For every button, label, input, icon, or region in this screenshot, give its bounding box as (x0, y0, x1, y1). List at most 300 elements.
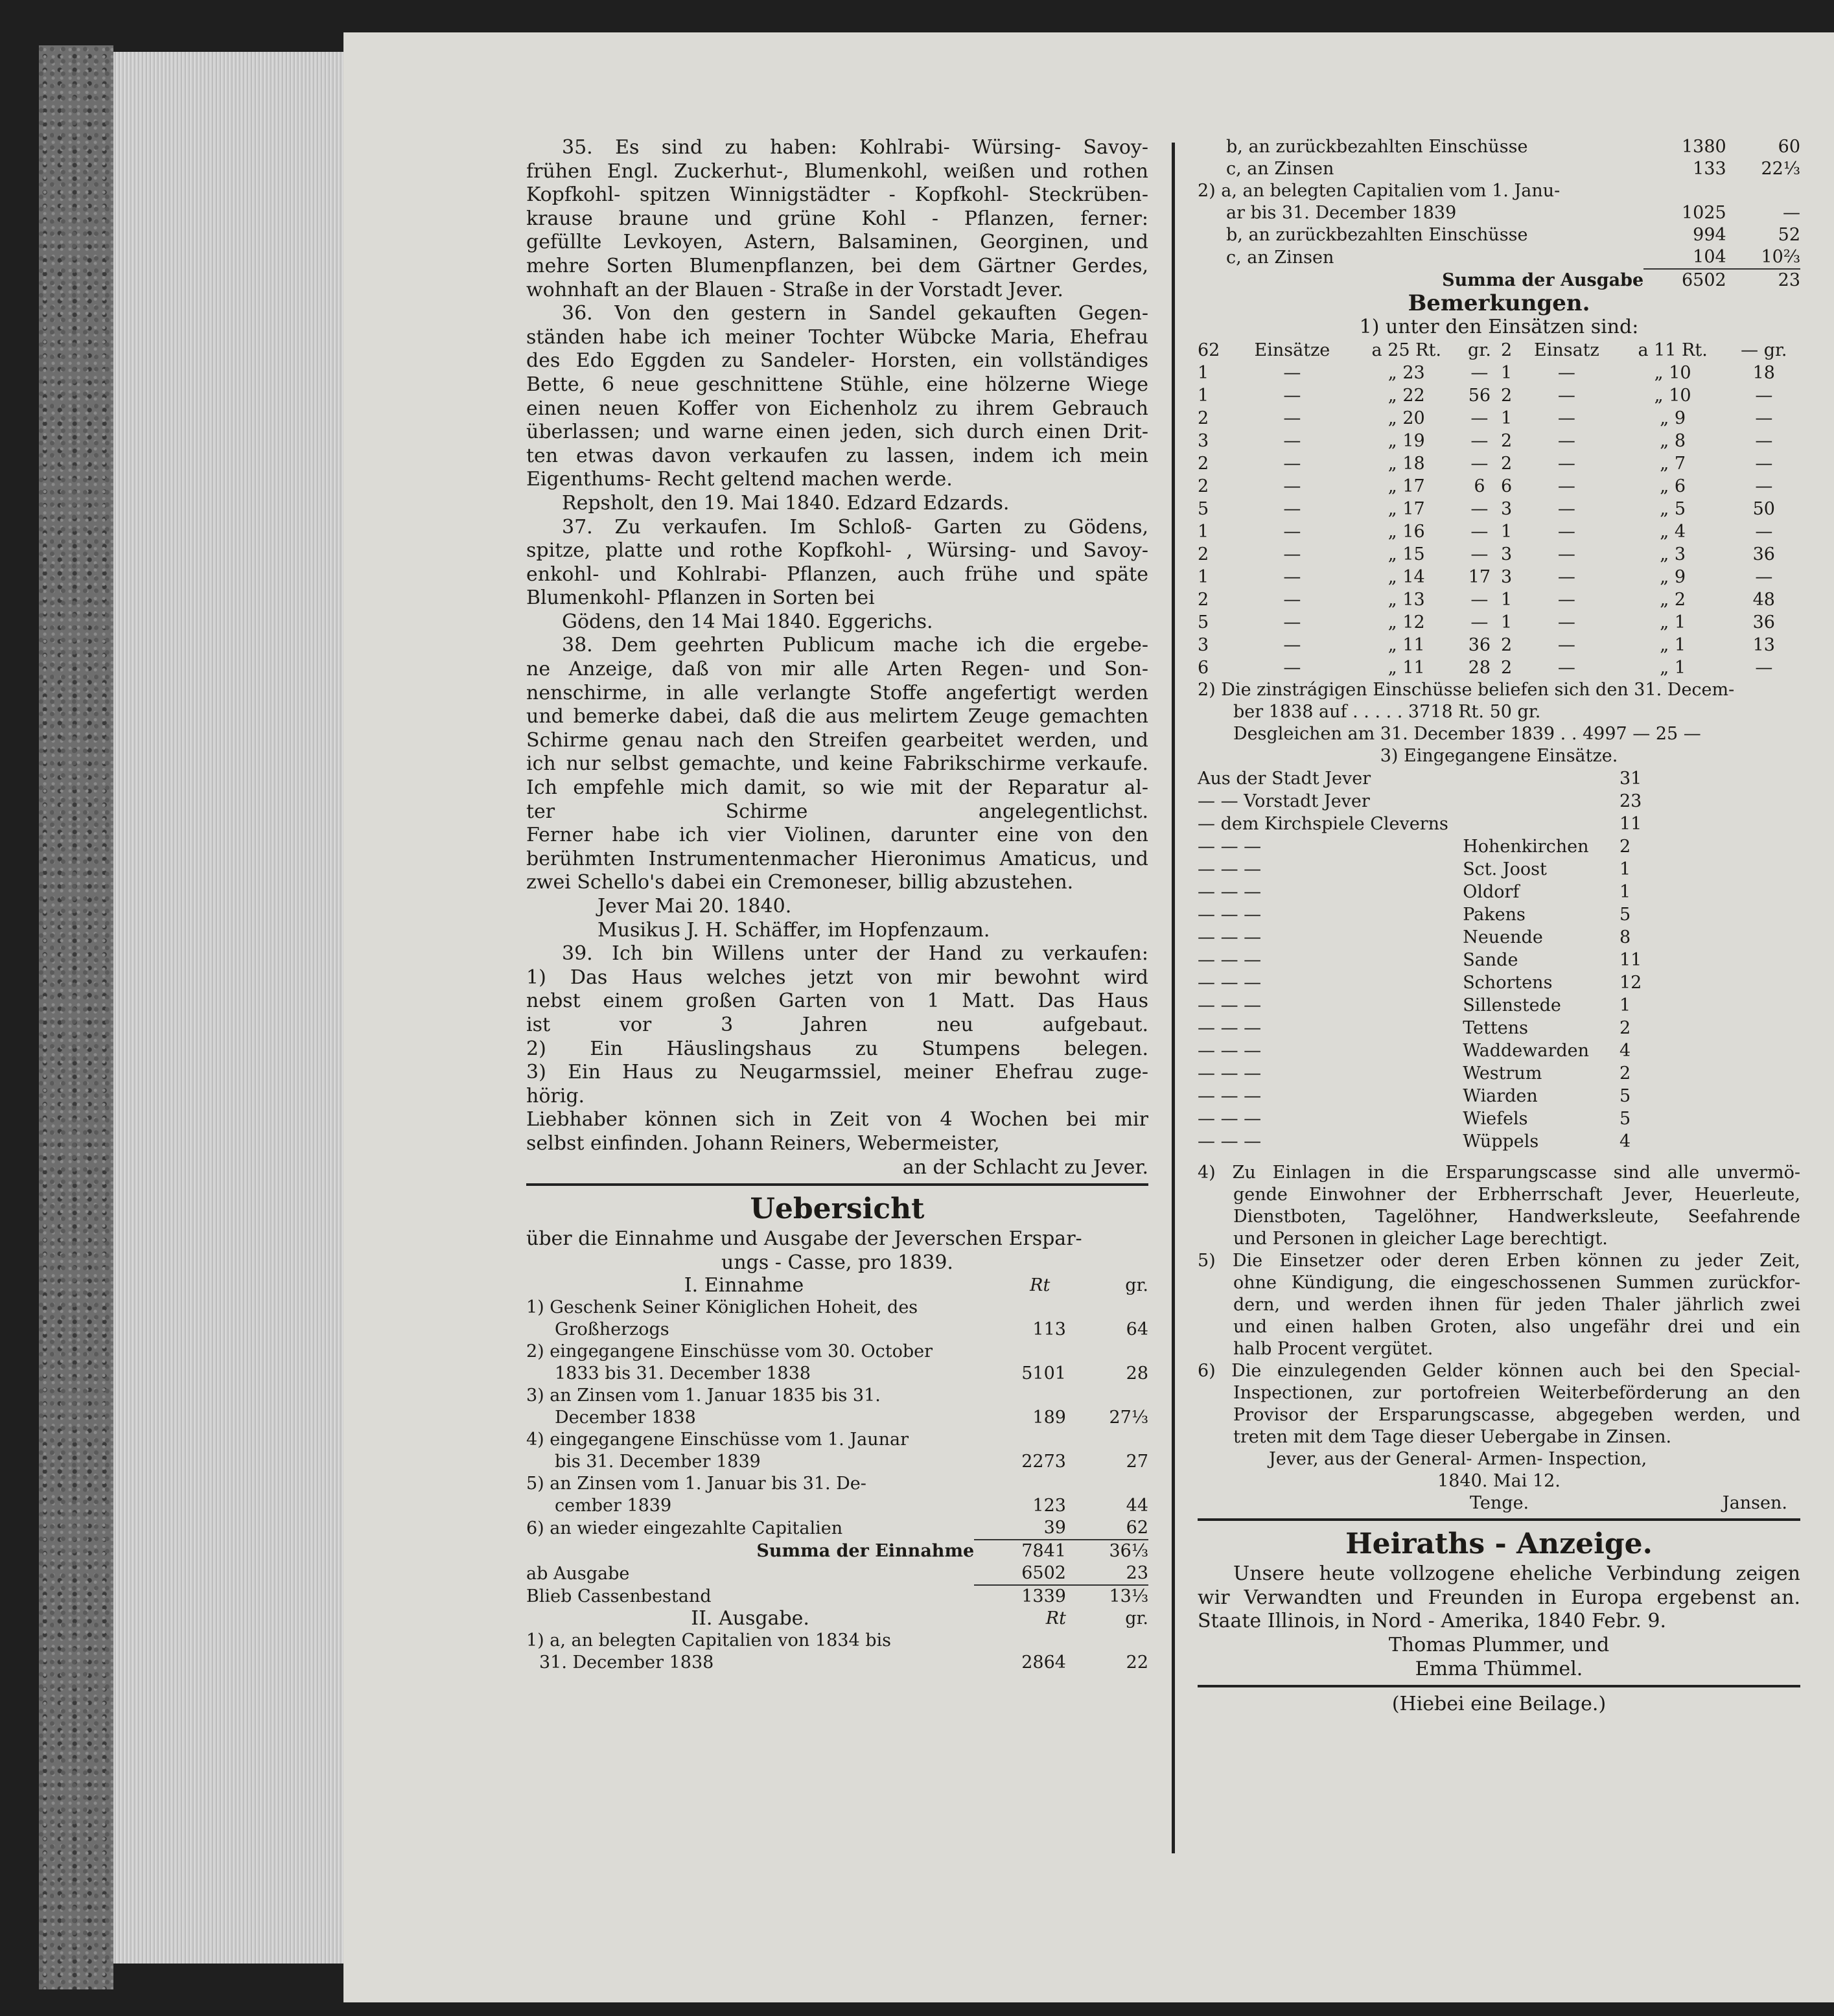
deposit-cell: 6 (1501, 476, 1513, 497)
deposit-cell: 3 (1501, 499, 1513, 520)
income-label-cont: cember 1839 (555, 1496, 672, 1516)
deposit-cell: — (1755, 476, 1773, 497)
deposit-cell: 13 (1752, 635, 1775, 656)
deposit-cell: 6 (1474, 476, 1485, 497)
notice-36-line: 36. Von den gestern in Sandel gekauften Gegen- (562, 302, 1148, 325)
income-row-cont (526, 1495, 1148, 1517)
received-row (1198, 858, 1800, 881)
deposit-cell: — (1470, 454, 1489, 474)
received-area: — — — (1198, 973, 1262, 993)
deposit-cell: — (1283, 658, 1301, 678)
deposit-cell: 1 (1501, 363, 1513, 384)
income-sum-row (526, 1540, 1148, 1562)
cash-balance-row (526, 1585, 1148, 1608)
deposit-row (1198, 566, 1800, 588)
received-parish: Tettens (1463, 1018, 1529, 1039)
deposit-cell: 2 (1198, 476, 1209, 497)
remark-5-line: halb Procent vergütet. (1233, 1339, 1434, 1360)
interest-note-line: Desgleichen am 31. December 1839 . . 4997 — 25 — (1233, 724, 1701, 745)
received-row (1198, 790, 1800, 813)
currency-gr: gr. (1125, 1275, 1148, 1296)
income-row (526, 1297, 1148, 1319)
income-gr (1066, 1297, 1148, 1319)
received-area: — — Vorstadt Jever (1198, 791, 1370, 812)
deposit-cell: 1 (1198, 567, 1209, 588)
deposit-cell: „ 9 (1660, 567, 1686, 588)
marriage-notice-line: wir Verwandten und Freunden in Europa ergebenst an. (1198, 1586, 1800, 1609)
received-row (1198, 881, 1800, 903)
notice-36-line: einen neuen Koffer von Eichenholz zu ihrem Gebrauch (526, 397, 1148, 420)
deposit-cell: „ 19 (1387, 431, 1425, 452)
currency-rt: 𝑅𝑡 (1045, 1608, 1066, 1629)
deposit-cell: 1 (1501, 612, 1513, 633)
deposit-cell: „ 15 (1387, 544, 1425, 565)
deposit-cell: „ 10 (1654, 386, 1691, 406)
notice-39-line: 2) Ein Häuslingshaus zu Stumpens belegen. (526, 1037, 1148, 1060)
deposit-cell: 36 (1752, 544, 1775, 565)
deposit-cell: „ 4 (1660, 522, 1686, 542)
deposit-cell: — (1557, 431, 1575, 452)
signature-jansen: Jansen. (1722, 1493, 1787, 1514)
income-gr: 44 (1126, 1496, 1148, 1516)
deposit-cell: — (1283, 431, 1301, 452)
received-row (1198, 903, 1800, 926)
received-row (1198, 835, 1800, 858)
received-area: Aus der Stadt Jever (1198, 769, 1371, 789)
overview-title: Uebersicht (750, 1192, 925, 1226)
cash-balance-label: Blieb Cassenbestand (526, 1586, 712, 1606)
deposit-row (1198, 611, 1800, 634)
received-area: — — — (1198, 950, 1262, 971)
notice-38-line: 38. Dem geehrten Publicum mache ich die ergebe- (562, 634, 1148, 657)
expense-label: b, an zurückbezahlten Einschüsse (1226, 225, 1528, 245)
deposit-cell: „ 11 (1387, 635, 1425, 656)
income-row-cont (526, 1319, 1148, 1341)
income-rt: 39 (1043, 1518, 1066, 1538)
expense-row (1198, 202, 1800, 224)
deposit-cell: — (1557, 590, 1575, 610)
deposit-cell: — (1283, 454, 1301, 474)
deposit-cell: „ 11 (1387, 658, 1425, 678)
deposit-cell: — (1470, 431, 1489, 452)
notice-37-signature: Gödens, den 14 Mai 1840. Eggerichs. (562, 610, 933, 633)
deposit-header-c4: gr. (1468, 340, 1491, 361)
cash-balance-rt: 1339 (974, 1585, 1066, 1608)
received-count: 1 (1619, 995, 1631, 1016)
deposit-cell: — (1283, 363, 1301, 384)
deposit-cell: — (1283, 499, 1301, 520)
deposit-cell: „ 12 (1387, 612, 1425, 633)
received-parish (1463, 790, 1619, 813)
income-row (526, 1341, 1148, 1363)
income-label: 4) eingegangene Einschüsse vom 1. Jaunar (526, 1430, 909, 1450)
remark-6-line: Inspectionen, zur portofreien Weiterbeförderung an den (1233, 1383, 1800, 1404)
deposit-cell: — (1470, 408, 1489, 429)
income-sum-label: Summa der Einnahme (756, 1540, 975, 1561)
income-row (526, 1385, 1148, 1407)
remark-date: 1840. Mai 12. (1437, 1471, 1561, 1492)
minus-expense-row (526, 1562, 1148, 1585)
deposit-cell: 5 (1198, 499, 1209, 520)
income-sum-rt: 7841 (974, 1540, 1066, 1562)
received-parish (1463, 813, 1619, 835)
deposit-cell: — (1755, 658, 1773, 678)
received-row (1198, 1039, 1800, 1062)
deposit-cell: — (1557, 635, 1575, 656)
deposit-row (1198, 475, 1800, 498)
deposit-cell: 36 (1752, 612, 1775, 633)
received-area: — — — (1198, 837, 1262, 857)
expense-label: 1) a, an belegten Capitalien von 1834 bis (526, 1630, 891, 1651)
deposit-cell: „ 9 (1660, 408, 1686, 429)
received-count: 31 (1619, 769, 1642, 789)
received-count: 2 (1619, 837, 1631, 857)
received-count: 1 (1619, 882, 1631, 903)
deposit-header-c5: 2 (1501, 340, 1513, 361)
deposit-cell: „ 8 (1660, 431, 1686, 452)
deposits-header-row (1198, 339, 1800, 362)
notice-36-line: ständen habe ich meiner Tochter Wübcke Maria, Ehefrau (526, 325, 1148, 349)
expense-rt: 994 (1693, 225, 1726, 245)
expense-row (1198, 158, 1800, 180)
deposits-table (1198, 339, 1800, 679)
currency-rt: 𝑅𝑡 (1030, 1275, 1050, 1296)
deposit-cell: „ 23 (1387, 363, 1425, 384)
income-label-cont: bis 31. December 1839 (555, 1452, 761, 1472)
remark-place: Jever, aus der General- Armen- Inspection, (1269, 1449, 1647, 1470)
deposit-cell: 1 (1501, 408, 1513, 429)
section-divider (1198, 1685, 1800, 1687)
deposit-cell: — (1755, 567, 1773, 588)
received-area: — dem Kirchspiele Cleverns (1198, 814, 1448, 835)
income-row-cont (526, 1363, 1148, 1385)
deposit-cell: „ 18 (1387, 454, 1425, 474)
deposit-cell: „ 22 (1387, 386, 1425, 406)
received-row (1198, 1017, 1800, 1039)
deposit-cell: 6 (1198, 658, 1209, 678)
deposit-cell: 1 (1501, 590, 1513, 610)
deposit-cell: „ 17 (1387, 476, 1425, 497)
received-count: 8 (1619, 927, 1631, 948)
notice-36-line: ten etwas davon verkaufen zu lassen, indem ich mein (526, 444, 1148, 467)
deposit-cell: — (1470, 590, 1489, 610)
income-gr: 27⅓ (1109, 1408, 1148, 1428)
cash-balance-gr: 13⅓ (1066, 1585, 1148, 1608)
spacer (1198, 1153, 1800, 1162)
deposit-cell: „ 1 (1660, 658, 1686, 678)
expense-gr: — (1783, 203, 1800, 223)
notice-35-line: 35. Es sind zu haben: Kohlrabi- Würsing- Savoy- (562, 136, 1148, 159)
expense-gr: 22⅓ (1761, 159, 1800, 179)
deposit-cell: 2 (1198, 544, 1209, 565)
notice-39-line: hörig. (526, 1084, 585, 1107)
income-label-cont: 1833 bis 31. December 1838 (555, 1363, 811, 1384)
notice-39-line: ist vor 3 Jahren neu aufgebaut. (526, 1013, 1148, 1036)
expense-label: ar bis 31. December 1839 (1226, 203, 1457, 223)
income-gr (1066, 1429, 1148, 1451)
notice-35-line: krause braune und grüne Kohl - Pflanzen, ferner: (526, 207, 1148, 230)
remark-4-line: 4) Zu Einlagen in die Ersparungscasse sind alle unvermö- (1198, 1163, 1800, 1183)
deposit-row (1198, 520, 1800, 543)
received-area: — — — (1198, 1063, 1262, 1084)
income-gr: 27 (1126, 1452, 1148, 1472)
deposit-cell: „ 13 (1387, 590, 1425, 610)
income-rt (974, 1385, 1066, 1407)
received-parish: Schortens (1463, 973, 1553, 993)
overview-subtitle-line: über die Einnahme und Ausgabe der Jeverschen Erspar- (526, 1227, 1082, 1251)
deposit-cell: 5 (1198, 612, 1209, 633)
deposit-row (1198, 498, 1800, 520)
notice-38-line: Schirme genau nach den Streifen gearbeitet werden, und (526, 728, 1148, 752)
received-row (1198, 767, 1800, 790)
received-count: 1 (1619, 859, 1631, 880)
deposit-cell: 2 (1501, 386, 1513, 406)
expense-heading: II. Ausgabe. (691, 1607, 809, 1630)
notice-39-signature: an der Schlacht zu Jever. (902, 1155, 1148, 1179)
received-parish: Sillenstede (1463, 995, 1561, 1016)
deposit-cell: 50 (1752, 499, 1775, 520)
deposit-cell: 28 (1468, 658, 1491, 678)
remark-4-line: gende Einwohner der Erbherrschaft Jever, Heuerleute, (1233, 1185, 1800, 1205)
notice-38-signature: Musikus J. H. Schäffer, im Hopfenzaum. (598, 918, 990, 942)
received-parish: Wiarden (1463, 1086, 1538, 1107)
expense-row-cont (526, 1652, 1148, 1674)
left-column (526, 136, 1148, 1674)
deposit-cell: — (1755, 408, 1773, 429)
deposit-cell: 2 (1198, 408, 1209, 429)
deposit-cell: — (1283, 408, 1301, 429)
received-count: 2 (1619, 1018, 1631, 1039)
overview-subtitle-line: ungs - Casse, pro 1839. (721, 1251, 953, 1274)
expense-label: 2) a, an belegten Capitalien vom 1. Janu- (1198, 181, 1561, 201)
deposit-row (1198, 407, 1800, 430)
marriage-signature-2: Emma Thümmel. (1415, 1657, 1583, 1680)
deposit-cell: 48 (1752, 590, 1775, 610)
marriage-title: Heiraths - Anzeige. (1345, 1527, 1653, 1561)
income-row-cont (526, 1451, 1148, 1473)
minus-expense-label: ab Ausgabe (526, 1563, 630, 1584)
income-label: 6) an wieder eingezahlte Capitalien (526, 1518, 843, 1538)
deposit-header-c1: 62 (1198, 340, 1220, 361)
notice-37-line: 37. Zu verkaufen. Im Schloß- Garten zu Gödens, (562, 515, 1148, 539)
received-area: — — — (1198, 1086, 1262, 1107)
deposit-cell: „ 20 (1387, 408, 1425, 429)
received-area: — — — (1198, 1041, 1262, 1061)
received-count: 2 (1619, 1063, 1631, 1084)
income-gr (1066, 1385, 1148, 1407)
expense-table-cont (1198, 136, 1800, 292)
received-count: 12 (1619, 973, 1642, 993)
notice-39-line: nebst einem großen Garten von 1 Matt. Das Haus (526, 990, 1148, 1013)
received-area: — — — (1198, 882, 1262, 903)
expense-gr: 10⅔ (1761, 247, 1800, 267)
right-column (1198, 136, 1800, 1717)
received-parish: Hohenkirchen (1463, 837, 1589, 857)
received-row (1198, 1085, 1800, 1107)
deposit-header-c7: a 11 Rt. (1638, 340, 1708, 361)
received-area: — — — (1198, 927, 1262, 948)
notice-35-line: gefüllte Levkoyen, Astern, Balsaminen, Georginen, und (526, 231, 1148, 254)
received-count: 11 (1619, 814, 1642, 835)
remark-5-line: 5) Die Einsetzer oder deren Erben können zu jeder Zeit, (1198, 1251, 1800, 1271)
page-edges (113, 52, 343, 1964)
deposit-cell: — (1557, 386, 1575, 406)
expense-rt: 1025 (1682, 203, 1726, 223)
deposit-cell: — (1283, 386, 1301, 406)
deposit-header-c3: a 25 Rt. (1371, 340, 1441, 361)
deposit-row (1198, 362, 1800, 384)
income-label-cont: Großherzogs (555, 1319, 669, 1340)
received-parish: Sande (1463, 950, 1518, 971)
expense-rt: 1380 (1682, 137, 1726, 157)
received-count: 5 (1619, 1086, 1631, 1107)
income-gr: 28 (1126, 1363, 1148, 1384)
expense-row (1198, 180, 1800, 202)
income-heading: I. Einnahme (684, 1274, 804, 1297)
expense-sum-row (1198, 269, 1800, 292)
received-area: — — — (1198, 1131, 1262, 1152)
notice-35-line: frühen Engl. Zuckerhut-, Blumenkohl, weißen und rothen (526, 159, 1148, 183)
remark-6-line: treten mit dem Tage dieser Uebergabe in Zinsen. (1233, 1427, 1672, 1448)
deposit-cell: 1 (1198, 386, 1209, 406)
deposit-row (1198, 543, 1800, 566)
deposit-cell: „ 10 (1654, 363, 1691, 384)
remark-5-line: und einen halben Groten, also ungefähr drei und ein (1233, 1317, 1800, 1338)
expense-sum-label: Summa der Ausgabe (1442, 270, 1644, 290)
interest-note-line: 2) Die zinstrágigen Einschüsse beliefen sich den 31. Decem- (1198, 680, 1735, 701)
supplement-note: (Hiebei eine Beilage.) (1391, 1693, 1607, 1716)
notice-36-line: Eigenthums- Recht geltend machen werde. (526, 468, 953, 491)
received-row (1198, 1107, 1800, 1130)
notice-38-line: und bemerke dabei, daß die aus melirtem Zeuge gemachten (526, 705, 1148, 728)
deposit-row (1198, 656, 1800, 679)
income-gr (1066, 1473, 1148, 1495)
notice-35-line: Kopfkohl- spitzen Winnigstädter - Kopfkohl- Steckrüben- (526, 183, 1148, 207)
deposit-row (1198, 384, 1800, 407)
deposit-header-c2: Einsätze (1254, 340, 1330, 361)
notice-38-line: zwei Schello's dabei ein Cremoneser, billig abzustehen. (526, 871, 1074, 894)
signatures (1198, 1492, 1800, 1514)
deposit-cell: 1 (1198, 522, 1209, 542)
income-label: 3) an Zinsen vom 1. Januar 1835 bis 31. (526, 1385, 881, 1406)
income-row (526, 1473, 1148, 1495)
income-gr (1066, 1341, 1148, 1363)
received-table (1198, 767, 1800, 1153)
deposit-cell: 2 (1501, 454, 1513, 474)
deposit-cell: — (1557, 658, 1575, 678)
received-area: — — — (1198, 1018, 1262, 1039)
 (974, 1630, 1066, 1652)
deposit-cell: „ 3 (1660, 544, 1686, 565)
expense-rt: 104 (1693, 247, 1726, 267)
income-sum-gr: 36⅓ (1066, 1540, 1148, 1562)
section-divider (1198, 1518, 1800, 1521)
 (1066, 1630, 1148, 1652)
expense-row (526, 1630, 1148, 1652)
income-header (526, 1275, 1148, 1297)
remark-4-line: Dienstboten, Tagelöhner, Handwerksleute, Seefahrende (1233, 1207, 1800, 1227)
deposit-cell: „ 17 (1387, 499, 1425, 520)
deposit-cell: 56 (1468, 386, 1491, 406)
notice-38-line: ter Schirme angelegentlichst. (526, 800, 1148, 823)
received-area: — — — (1198, 995, 1262, 1016)
expense-sum-gr: 23 (1726, 269, 1800, 292)
received-parish: Westrum (1463, 1063, 1542, 1084)
notice-37-line: spitze, platte und rothe Kopfkohl- , Würsing- und Savoy- (526, 539, 1148, 562)
deposit-row (1198, 634, 1800, 656)
expense-rt (1643, 180, 1726, 202)
received-parish: Wiefels (1463, 1109, 1528, 1130)
received-area: — — — (1198, 905, 1262, 925)
received-heading: 3) Eingegangene Einsätze. (1380, 746, 1618, 767)
expense-row (1198, 246, 1800, 269)
notice-35-line: wohnhaft an der Blauen - Straße in der Vorstadt Jever. (526, 278, 1063, 301)
income-rt: 113 (1032, 1319, 1066, 1340)
deposit-cell: — (1557, 408, 1575, 429)
deposit-cell: — (1755, 454, 1773, 474)
income-row-cont (526, 1407, 1148, 1429)
deposits-heading: 1) unter den Einsätzen sind: (1359, 315, 1639, 338)
deposit-cell: — (1283, 544, 1301, 565)
notice-36-line: überlassen; und warne einen jeden, sich durch einen Drit- (526, 421, 1148, 444)
income-row (526, 1429, 1148, 1451)
deposit-cell: — (1470, 499, 1489, 520)
received-count: 4 (1619, 1131, 1631, 1152)
received-parish: Neuende (1463, 927, 1543, 948)
notice-38-line: berühmten Instrumentenmacher Hieronimus Amaticus, und (526, 847, 1148, 870)
deposit-cell: 2 (1501, 431, 1513, 452)
deposit-cell: „ 16 (1387, 522, 1425, 542)
income-rt (974, 1429, 1066, 1451)
deposit-cell: 18 (1752, 363, 1775, 384)
column-rule (1172, 143, 1175, 1853)
received-count: 11 (1619, 950, 1642, 971)
deposit-cell: — (1557, 544, 1575, 565)
received-parish: Wüppels (1463, 1131, 1539, 1152)
notice-36-line: Bette, 6 neue geschnittene Stühle, eine hölzerne Wiege (526, 373, 1148, 396)
remark-6-line: 6) Die einzulegenden Gelder können auch bei den Special- (1198, 1361, 1800, 1382)
expense-label: c, an Zinsen (1226, 159, 1334, 179)
deposit-cell: „ 14 (1387, 567, 1425, 588)
deposit-cell: — (1557, 499, 1575, 520)
received-row (1198, 1062, 1800, 1085)
income-rt: 123 (1032, 1496, 1066, 1516)
expense-sum-rt: 6502 (1643, 269, 1726, 292)
marriage-notice-line: Unsere heute vollzogene eheliche Verbindung zeigen (1233, 1562, 1800, 1586)
received-parish: Sct. Joost (1463, 859, 1547, 880)
expense-row (1198, 224, 1800, 246)
notice-37-line: Blumenkohl- Pflanzen in Sorten bei (526, 586, 875, 610)
deposit-cell: 3 (1501, 567, 1513, 588)
expense-gr: 22 (1126, 1652, 1148, 1673)
minus-expense-rt: 6502 (1021, 1563, 1066, 1584)
remark-6-line: Provisor der Ersparungscasse, abgegeben werden, und (1233, 1405, 1800, 1426)
expense-gr: 60 (1778, 137, 1800, 157)
notice-37-line: enkohl- und Kohlrabi- Pflanzen, auch frühe und späte (526, 562, 1148, 586)
expense-label-cont: 31. December 1838 (539, 1652, 714, 1673)
deposit-cell: — (1557, 476, 1575, 497)
received-area: — — — (1198, 859, 1262, 880)
notice-38-line: Ferner habe ich vier Violinen, darunter eine von den (526, 824, 1148, 847)
deposit-cell: 2 (1501, 658, 1513, 678)
deposit-row (1198, 430, 1800, 452)
expense-gr: 52 (1778, 225, 1800, 245)
book-cover (39, 45, 113, 1989)
income-rt (974, 1341, 1066, 1363)
currency-gr: gr. (1125, 1608, 1148, 1629)
notice-39-line: Liebhaber können sich in Zeit von 4 Wochen bei mir (526, 1108, 1148, 1131)
deposit-cell: — (1470, 522, 1489, 542)
